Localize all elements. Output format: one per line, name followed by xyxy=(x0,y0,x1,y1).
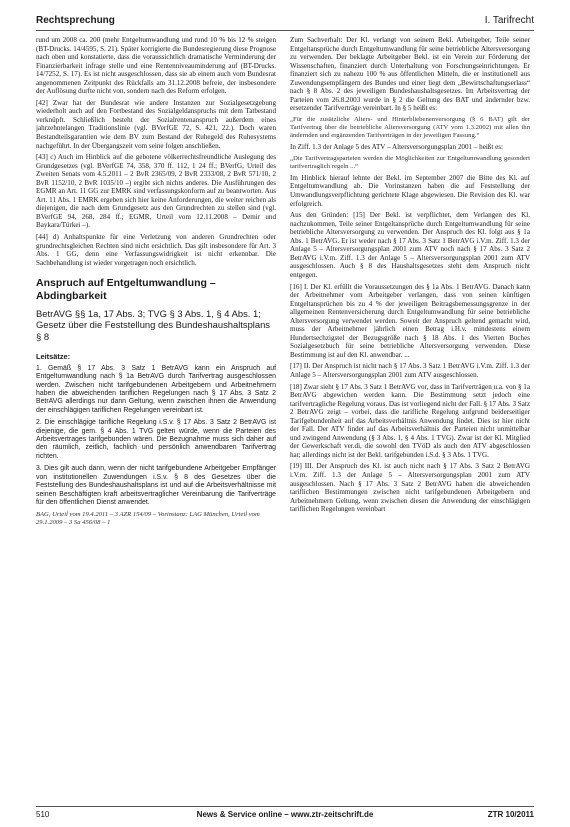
paragraph: Zum Sachverhalt: Der Kl. verlangt von seinem Bekl. Arbeitgeber, Teile seiner Entgeltansprüche durch Entgeltumwandlung für seine betriebliche Altersversorgung zu verwenden. Der beklagte Arbeitgeber Bekl. ist ein Verein zur Förderung der Wissenschaften, finanziert durch Unterhaltung von Forschungseinrichtungen. Er finanziert sich zu nahezu 100 % aus öffentlichen Mitteln, die er institutionell aus Zuwendungsempfängern des Bundes und einer liegt dem „Bewirtschaftungserlass“ nach § 8 Abs. 2 des jeweiligen Bundeshaushaltsgesetzes. Im Arbeitsvertrag der Parteien vom 26.8.2003 wurde in § 2 die Geltung des BAT und ändernder bzw. ersetzender Tarifverträge vereinbart. In § 5 heißt es: xyxy=(290,36,530,113)
header-category: I. Tarifrecht xyxy=(484,15,534,26)
header-section: Rechtsprechung xyxy=(36,15,115,26)
leitsatz: 3. Dies gilt auch dann, wenn der nicht tarifgebundene Arbeitgeber Empfänger von institutionellen Zuwendungen i.S.v. § 8 des Gesetzes über die Feststellung des Bundeshaushaltsplans ist und auf die Arbeitsverhältnisse mit seinen Beschäftigten kraft arbeitsvertraglicher Vereinbarung die Tarifverträge für den öffentlichen Dienst anwendet. xyxy=(36,465,276,506)
page-footer xyxy=(36,810,534,822)
paragraph: [44] d) Anhaltspunkte für eine Verletzung von anderen Grundrechten oder grundrechtsgleichen Rechten sind nicht ersichtlich. Das gilt insbesondere für Art. 3 Abs. 1 GG, denn eine Verfassungswidrigkeit ist nicht erkennbar. Die Sachbehandlung ist wieder vorgetragen noch ersichtlich. xyxy=(36,233,276,267)
paragraph: rund um 2008 ca. 200 (mehr Entgeltumwandlung und rund 10 % bis 12 % steigen (BT-Drucks. 14/4595, S. 21). Später korrigierte die Bundesregierung diese Prognose nach oben und konstatierte, dass die voraussichtlich dramatische Verminderung der Finanzierbarkeit infrage stelle und eine Rentenniveauminderung auf (BT-Drucks. 14/7252, S. 17). Es ist nicht ausgeschlossen, dass sie ab einem auch vom Bundesrat angenommenen Zeitpunkt des Rückfalls am 31.12.2008 befreie, der insbesondere der Auflösung durfte nicht von, sondern nach des Reform erfolgen. xyxy=(36,36,276,96)
paragraph: [16] I. Der Kl. erfüllt die Voraussetzungen des § 1a Abs. 1 BetrAVG. Danach kann der Arbeitnehmer vom Arbeitgeber verlangen, dass von seinen künftigen Entgeltansprüchen bis zu 4 % der jeweiligen Beitragsbemessungsgrenze in der allgemeinen Rentenversicherung durch Entgeltumwandlung für seine betriebliche Altersversorgung verwendet werden. Soweit der Anspruch geltend gemacht wird, muss der Arbeitnehmer jährlich einen Betrag i.H.v. mindestens einem Hundertsechzigstel der Bezugsgröße nach § 18 Abs. 1 des Vierten Buches Sozialgesetzbuch für seine betriebliche Altersversorgung verwenden. Diese Bestimmung ist auf den Kl. anwendbar. ... xyxy=(290,282,530,359)
paragraph: Aus den Gründen: [15] Der Bekl. ist verpflichtet, dem Verlangen des Kl. nachzukommen, Teile seiner Entgeltansprüche durch Entgeltumwandlung für seine betriebliche Altersversorgung zu verwenden. Der Anspruch des Kl. folgt aus § 1a Abs. 1 BetrAVG. Er ist weder nach § 17 Abs. 3 Satz 1 BetrAVG i.V.m. Ziff. 1.3 der Anlage 5 – Altersversorgungsplan 2001 zum ATV noch nach § 17 Abs. 3 Satz 2 BetrAVG i.V.m. Ziff. 1.3 der Anlage 5 – Altersversorgungsplan 2001 zum ATV ausgeschlossen. Auch § 8 des Haushaltsgesetzes steht dem Anspruch nicht entgegen. xyxy=(290,211,530,279)
paragraph: In Ziff. 1.3 der Anlage 5 des ATV – Altersversorgungsplan 2001 – heißt es: xyxy=(290,143,503,152)
quote: „Die Tarifvertragsparteien werden die Möglichkeiten zur Entgeltumwandlung gesondert tarifvertraglich regeln ...“ xyxy=(290,154,530,170)
paragraph: Im Hinblick hierauf lehnte der Bekl. im September 2007 die Bitte des Kl. auf Entgeltumwandlung ab. Die Vorinstanzen haben die auf Feststellung der Umwandlungsverpflichtung gerichtete Klage abgewiesen. Die Revision des Kl. war erfolgreich. xyxy=(290,173,530,208)
leitsatz: 2. Die einschlägige tarifliche Regelung i.S.v. § 17 Abs. 3 Satz 2 BetrAVG ist diejenige, die gem. § 4 Abs. 1 TVG gelten würde, wenn die Parteien des Arbeitsvertrages tarifgebunden wären. Die Bezugnahme muss sich daher auf den räumlich, zeitlich, fachlich und persönlich anwendbaren Tarifvertrag richten. xyxy=(36,419,276,460)
quote: „Für die zusätzliche Alters- und Hinterbliebenenversorgung (§ 6 BAT) gilt der Tarifvertrag über die betriebliche Altersversorgung (ATV vom 1.3.2002) mit allen ihn ändernden und ergänzenden Tarifverträgen in der jeweiligen Fassung.“ xyxy=(290,115,530,140)
paragraph: [19] III. Der Anspruch des Kl. ist auch nicht nach § 17 Abs. 3 Satz 2 BetrAVG i.V.m. Ziff. 1.3 der Anlage 5 – Altersversorgungsplan 2001 zum ATV ausgeschlossen. Nach § 17 Abs. 3 Satz 2 BetrAVG haben die abweichenden tariflichen Bestimmungen zwischen nicht tarifgebundenen Arbeitgebern und Arbeitnehmern Geltung, wenn zwischen diesen die Anwendung der einschlägigen tariflichen Regelungen vereinbart xyxy=(290,462,530,514)
page-number: 510 xyxy=(36,810,50,819)
journal-issue: ZTR 10/2011 xyxy=(487,810,534,819)
left-column xyxy=(36,36,276,796)
header-divider xyxy=(36,30,534,31)
footer-divider xyxy=(36,806,534,807)
decision-source: BAG, Urteil vom 19.4.2011 – 3 AZR 154/09 – Vorinstanz: LAG München, Urteil vom 29.1.2009 – 3 Sa 456/08 – 1 xyxy=(36,511,260,527)
paragraph: [17] II. Der Anspruch ist nicht nach § 17 Abs. 3 Satz 1 BetrAVG i.V.m. Ziff. 1.3 der Anlage 5 – Altersversorgungsplan 2001 zum ATV ausgeschlossen. xyxy=(290,362,530,379)
paragraph: [18] Zwar sieht § 17 Abs. 3 Satz 1 BetrAVG vor, dass in Tarifverträgen u.a. von § 1a BetrAVG abgewichen werden kann. Die Bestimmung setzt jedoch eine tarifvertragliche Regelung voraus. Das ist vorliegend nicht der Fall. § 17 Abs. 3 Satz 2 BetrAVG zeigt – vorbei, dass die tarifliche Regelung aufgrund beiderseitiger Tarifgebundenheit auf das Arbeitsverhältnis Anwendung findet. Dies ist hier nicht der Fall. Der ATV findet auf das Arbeitsverhältnis der Parteien nicht unmittelbar und zwingend Anwendung (§ 3 Abs. 1, § 4 Abs. 1 TVG). Zwar ist der Kl. Mitglied der Gewerkschaft ver.di, die sowohl den TVöD als auch den ATV abgeschlossen hat; allerdings nicht ist der Bekl. tarifgebunden i.S.d. § 3 Abs. 1 TVG. xyxy=(290,382,530,459)
paragraph: [42] Zwar hat der Bundesrat wie andere Instanzen zur Sozialgesetzgebung wiederholt auch auf den Fortbestand des Sozialgeldanspruchs mit dem Tatbestand verknüpft. Schließlich besteht der Sozialrentenanspruch außerdem eines jahrzehntelangen Traditionslinie (vgl. BVerfGE 72, S. 421, 22.). Doch waren Bestandteilsgarantien wie dem BV zum Bestand der Ruhegeld des Ruhesystems nachgeführt. In der Übergangszeit vom seine folgen anschließen. xyxy=(36,98,276,150)
leitsatz: 1. Gemäß § 17 Abs. 3 Satz 1 BetrAVG kann ein Anspruch auf Entgeltumwandlung nach § 1a BetrAVG durch Tarifvertrag ausgeschlossen werden. Zwischen nicht tarifgebundenen Arbeitgebern und Arbeitnehmern haben die abweichenden tariflichen Regelungen nach § 17 Abs. 3 Satz 2 BetrAVG allerdings nur dann Geltung, wenn zwischen ihnen die Anwendung der einschlägigen tariflichen Regelungen vereinbart ist. xyxy=(36,364,276,414)
paragraph: [43] c) Auch im Hinblick auf die gebotene völkerrechtsfreundliche Auslegung des Grundgesetzes (vgl. BVerfGE 74, 358, 370 ff. 112, 1 24 ff.; BVerfG, Urteil des Zweiten Senats vom 4.5.2011 – 2 BvR 2365/09, 2 BvR 2333/08, 2 BvR 571/10, 2 BvR 1152/10, 2 BvR 1035/10 –) ergibt sich nichts anderes. Die Ausführungen des EGMR an Art. 11 GG zur EMRK sind verfassungskonform auf zu beantworten. Aus Art. 11 Abs. 1 EMRK ergeben sich hier keine Anforderungen, die weiter reichen als diejenigen, die nach dem Grundgesetz aus den Grundrechten zu stellen sind (vgl. BVerfGE 94, 268, 284 ff.; EGMR, Urteil vom 12.11.2008 – Demir und Baykara/Türkei –). xyxy=(36,153,276,230)
running-header xyxy=(36,12,534,30)
leitsaetze-heading: Leitsätze: xyxy=(36,351,71,361)
article-references: BetrAVG §§ 1a, 17 Abs. 3; TVG § 3 Abs. 1, § 4 Abs. 1; Gesetz über die Feststellung des Bundeshaushaltsplans § 8 xyxy=(36,308,270,342)
footer-website: News & Service online – www.ztr-zeitschrift.de xyxy=(196,810,374,819)
right-column xyxy=(290,36,530,796)
article-title: Anspruch auf Entgeltumwandlung – Abdingbarkeit xyxy=(36,277,216,302)
